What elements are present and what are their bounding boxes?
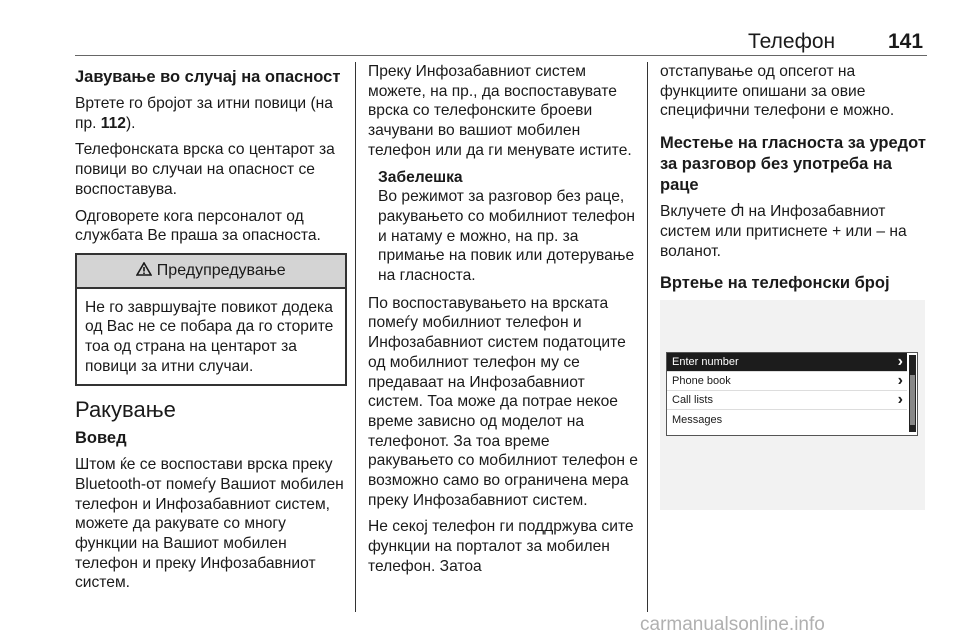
heading-operation: Ракување: [75, 397, 176, 423]
heading-dial: Вртење на телефонски број: [660, 274, 890, 293]
emergency-number: 112: [100, 114, 126, 132]
text-vol-c: или – на воланот.: [660, 222, 907, 260]
note-title: Забелешка: [378, 168, 463, 186]
menu-item-label: Messages: [672, 413, 723, 426]
menu-item-call-lists[interactable]: [667, 391, 907, 410]
scrollbar-thumb[interactable]: [910, 375, 915, 425]
watermark: carmanualsonline.info: [640, 614, 825, 635]
text-dial-a: Вртете го бројот за итни повици (на пр.: [75, 95, 333, 132]
paragraph-data-transfer: По воспоставувањето на врската помеѓу мобилниот телефон и Инфозабавниот систем податоците од мобилниот телефон му се предаваат на Инфозабавниот систем. Тоа може да потрае некое време зависно од моделот на телефонот. За тоа време ракувањето со мобилниот телефон е возможно само во ограничена мера преку Инфозабавниот систем.: [368, 294, 638, 509]
menu-item-phone-book[interactable]: [667, 372, 907, 391]
column-divider-1: [355, 62, 356, 612]
paragraph-volume: [660, 202, 930, 261]
column-1: [75, 62, 347, 600]
phone-menu: [666, 352, 918, 436]
note-box: [368, 168, 638, 286]
paragraph-connection: Телефонската врска со центарот за повици во случаи на опасност се воспоставува.: [75, 141, 335, 198]
column-divider-2: [647, 62, 648, 612]
warning-header: [77, 255, 345, 289]
heading-intro: Вовед: [75, 429, 127, 448]
paragraph-deviation: отстапување од опсегот на функциите опишани за овие специфични телефони е можно.: [660, 63, 895, 120]
warning-title: Предупредување: [156, 261, 286, 279]
menu-item-label: Call lists: [672, 394, 713, 406]
column-2: [368, 62, 638, 584]
warning-triangle-icon: [136, 262, 156, 279]
page-number: 141: [888, 30, 924, 53]
menu-item-enter-number[interactable]: [667, 353, 907, 372]
paragraph-answer: Одговорете кога персоналот од службата Ве праша за опасноста.: [75, 207, 321, 245]
plus-icon: +: [832, 222, 842, 240]
paragraph-support: Не секој телефон ги поддржува сите функции на порталот за мобилен телефон. Затоа: [368, 518, 634, 575]
text-vol-a: Вклучете: [660, 203, 731, 221]
paragraph-infotainment: Преку Инфозабавниот систем можете, на пр., да воспоставувате врска со телефонските броеви зачувани во вашиот мобилен телефон или да ги менувате иститe.: [368, 63, 632, 159]
warning-box: [75, 253, 347, 387]
header-rule: [75, 55, 927, 56]
heading-volume: Местење на гласноста за уредот за разговор без употреба на раце: [660, 134, 926, 195]
paragraph-bluetooth: Штом ќе се воспостави врска преку Bluetooth-от помеѓу Вашиот мобилен телефон и Инфозабавниот систем, можете да ракувате со многу функции на Вашиот мобилен телефон и преку Инфозабавниот систем.: [75, 456, 344, 592]
chevron-right-icon: ›: [897, 353, 903, 370]
header-title: Телефон: [748, 30, 836, 53]
menu-item-messages[interactable]: [667, 410, 907, 429]
menu-item-label: Phone book: [672, 375, 731, 387]
text-vol-b: на Инфозабавниот систем или притиснете: [660, 203, 886, 240]
menu-item-label: Enter number: [672, 356, 739, 368]
heading-emergency: Јавување во случај на опасност: [75, 68, 341, 86]
paragraph-dial-emergency: [75, 94, 347, 133]
chevron-right-icon: ›: [897, 372, 903, 389]
warning-body: Не го завршувајте повикот додека од Вас не се побара да го сторите тоа од страна на центарот за повици за итни случаи.: [85, 298, 334, 375]
column-3: [660, 62, 930, 300]
power-icon: Ⴛ: [730, 203, 745, 221]
note-body: Во режимот за разговор без раце, ракувањето со мобилниот телефон и натаму е можно, на пр. за примање на повик или дотерување на гласноста.: [378, 188, 635, 285]
text-dial-b: ).: [125, 114, 136, 132]
chevron-right-icon: ›: [897, 391, 903, 408]
menu-scrollbar[interactable]: [909, 355, 916, 432]
